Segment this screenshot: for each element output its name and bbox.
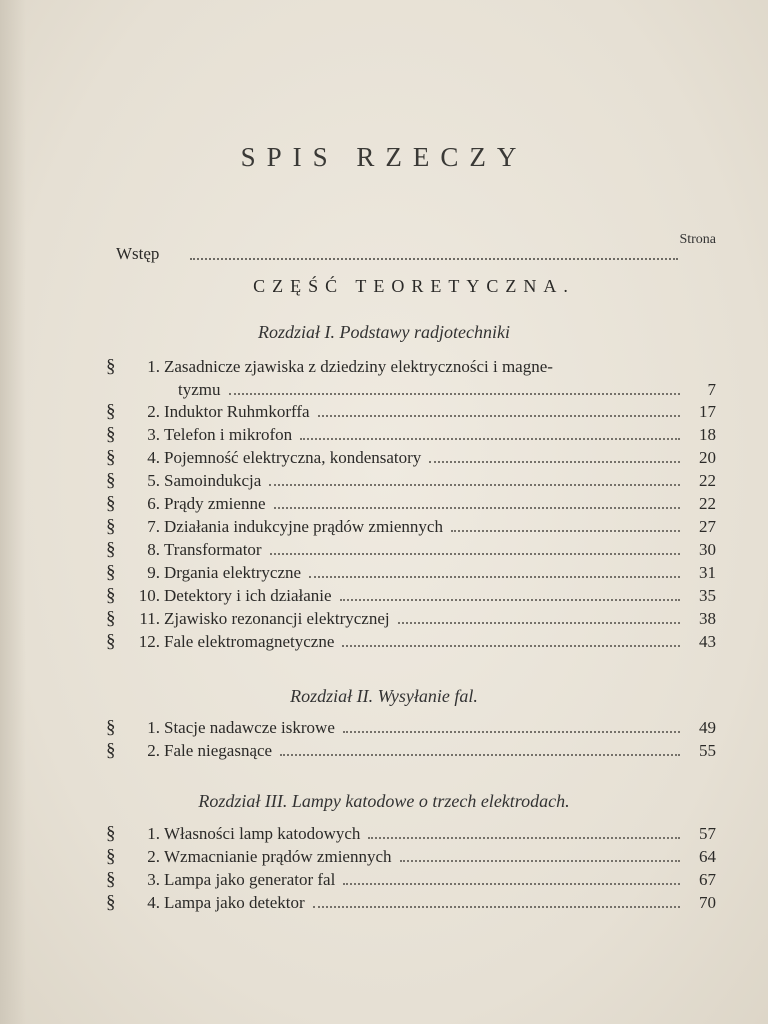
toc-entry[interactable] <box>106 492 716 515</box>
leader-dots <box>300 430 680 440</box>
entry-number: 1. <box>147 357 160 376</box>
section-sign: § <box>106 631 116 652</box>
entry-page: 18 <box>699 425 716 444</box>
toc-entry[interactable] <box>106 515 716 538</box>
leader-dots <box>274 499 681 509</box>
entry-text: Induktor Ruhmkorffa <box>164 402 310 421</box>
toc-entry[interactable] <box>106 538 716 561</box>
entry-page: 30 <box>699 540 716 559</box>
toc-entry[interactable] <box>106 469 716 492</box>
toc-entry[interactable] <box>106 446 716 469</box>
entry-text: Lampa jako generator fal <box>164 870 336 889</box>
leader-dots <box>270 545 680 555</box>
chapter-title: Rozdział II. Wysyłanie fal. <box>290 686 478 706</box>
leader-dots <box>318 407 680 417</box>
entry-page: 70 <box>699 893 716 912</box>
entry-text: Drgania elektryczne <box>164 563 302 582</box>
leader-dots <box>269 476 680 486</box>
section-sign: § <box>106 493 116 514</box>
entry-page: 22 <box>699 494 716 513</box>
section-sign: § <box>106 401 116 422</box>
entry-number: 1. <box>147 824 160 843</box>
entry-page: 20 <box>699 448 716 467</box>
toc-entry[interactable] <box>106 355 716 378</box>
chapter-title: Rozdział I. Podstawy radjotechniki <box>258 322 510 342</box>
entry-text: Detektory i ich działanie <box>164 586 332 605</box>
page-title: SPIS RZECZY <box>240 142 528 172</box>
leader-dots <box>229 385 681 395</box>
entry-number: 3. <box>147 425 160 444</box>
leader-dots <box>280 746 680 756</box>
section-sign: § <box>106 424 116 445</box>
entry-text: Stacje nadawcze iskrowe <box>164 718 335 737</box>
toc-entry[interactable] <box>106 561 716 584</box>
section-sign: § <box>106 608 116 629</box>
section-sign: § <box>106 846 116 867</box>
entry-text: Pojemność elektryczna, kondensatory <box>164 448 422 467</box>
toc-entry[interactable] <box>106 822 716 845</box>
leader-dots <box>343 723 680 733</box>
chapter-title: Rozdział III. Lampy katodowe o trzech elektrodach. <box>198 791 570 811</box>
toc-entry[interactable] <box>106 891 716 914</box>
intro-label: Wstęp <box>116 244 160 263</box>
entry-number: 1. <box>147 718 160 737</box>
leader-dots <box>400 852 680 862</box>
entry-page: 43 <box>699 632 716 651</box>
leader-dots <box>309 568 680 578</box>
entry-number: 11. <box>139 609 160 628</box>
entry-text: Wzmacnianie prądów zmiennych <box>164 847 392 866</box>
entry-page: 35 <box>699 586 716 605</box>
entry-text: Własności lamp katodowych <box>164 824 361 843</box>
section-sign: § <box>106 585 116 606</box>
entry-number: 3. <box>147 870 160 889</box>
entry-text: Lampa jako detektor <box>164 893 305 912</box>
entry-page: 67 <box>699 870 716 889</box>
entry-number: 4. <box>147 893 160 912</box>
leader-dots <box>398 614 680 624</box>
entry-number: 7. <box>147 517 160 536</box>
entry-number: 9. <box>147 563 160 582</box>
entry-number: 6. <box>147 494 160 513</box>
entry-text: tyzmu <box>178 380 221 399</box>
entry-text: Prądy zmienne <box>164 494 266 513</box>
entry-page: 7 <box>707 380 716 399</box>
section-sign: § <box>106 892 116 913</box>
entry-text: Zasadnicze zjawiska z dziedziny elektryczności i magne- <box>164 357 553 376</box>
section-sign: § <box>106 869 116 890</box>
entry-page: 49 <box>699 718 716 737</box>
toc-entry-continuation[interactable] <box>178 378 716 401</box>
entry-text: Transformator <box>164 540 262 559</box>
section-sign: § <box>106 356 116 377</box>
entry-text: Zjawisko rezonancji elektrycznej <box>164 609 390 628</box>
entry-number: 5. <box>147 471 160 490</box>
section-sign: § <box>106 823 116 844</box>
section-sign: § <box>106 447 116 468</box>
leader-dots <box>451 522 680 532</box>
entry-text: Samoindukcja <box>164 471 262 490</box>
entry-text: Fale elektromagnetyczne <box>164 632 335 651</box>
leader-dots <box>429 453 680 463</box>
section-sign: § <box>106 740 116 761</box>
toc-entry[interactable] <box>106 423 716 446</box>
entry-page: 27 <box>699 517 716 536</box>
leader-dots <box>343 875 680 885</box>
entry-text: Fale niegasnące <box>164 741 273 760</box>
entry-number: 2. <box>147 741 160 760</box>
entry-number: 8. <box>147 540 160 559</box>
entry-number: 4. <box>147 448 160 467</box>
section-sign: § <box>106 562 116 583</box>
entry-page: 38 <box>699 609 716 628</box>
intro-leader-dots <box>190 248 678 260</box>
entry-number: 12. <box>138 632 160 651</box>
section-sign: § <box>106 470 116 491</box>
leader-dots <box>342 637 680 647</box>
entry-text: Telefon i mikrofon <box>164 425 293 444</box>
section-sign: § <box>106 516 116 537</box>
entry-page: 31 <box>699 563 716 582</box>
toc-entry[interactable] <box>106 607 716 630</box>
toc-entry[interactable] <box>106 845 716 868</box>
toc-entry[interactable] <box>106 868 716 891</box>
section-sign: § <box>106 539 116 560</box>
toc-entry[interactable] <box>106 400 716 423</box>
entry-number: 10. <box>138 586 160 605</box>
entry-page: 55 <box>699 741 716 760</box>
toc-entry[interactable] <box>106 739 716 762</box>
leader-dots <box>368 829 680 839</box>
entry-page: 64 <box>699 847 716 866</box>
entry-number: 2. <box>147 402 160 421</box>
toc-entry[interactable] <box>106 630 716 653</box>
toc-entry[interactable] <box>106 716 716 739</box>
entry-page: 57 <box>699 824 716 843</box>
toc-entry[interactable] <box>106 584 716 607</box>
page-column-header: Strona <box>679 232 716 247</box>
section-sign: § <box>106 717 116 738</box>
part-title: CZĘŚĆ TEORETYCZNA. <box>253 276 575 296</box>
leader-dots <box>340 591 680 601</box>
entry-number: 2. <box>147 847 160 866</box>
entry-page: 22 <box>699 471 716 490</box>
entry-page: 17 <box>699 402 716 421</box>
leader-dots <box>313 898 680 908</box>
entry-text: Działania indukcyjne prądów zmiennych <box>164 517 443 536</box>
